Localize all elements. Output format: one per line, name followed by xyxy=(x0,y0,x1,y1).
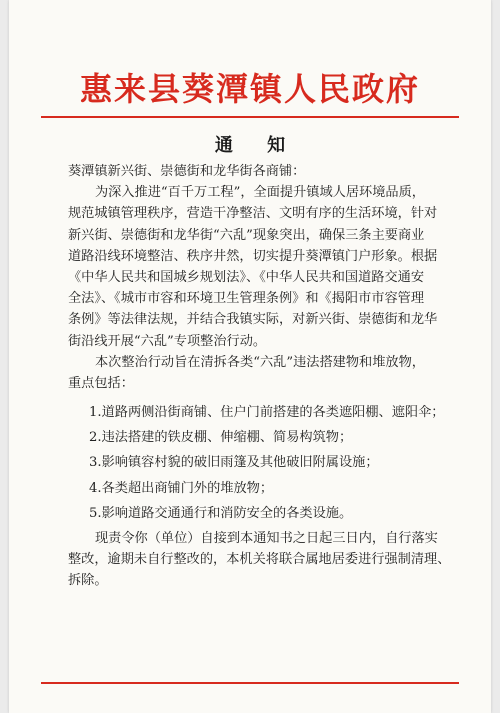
notice-body xyxy=(68,161,458,592)
text-line: 条例》等法律法规，并结合我镇实际，对新兴街、崇德街和龙华 xyxy=(68,312,438,328)
document-page xyxy=(9,0,491,713)
list-item: 1.道路两侧沿街商铺、住户门前搭建的各类遮阳棚、遮阳伞； xyxy=(89,405,445,421)
text-line: 《中华人民共和国城乡规划法》、《中华人民共和国道路交通安 xyxy=(68,269,425,285)
text-line: 整改，逾期未自行整改的，本机关将联合属地居委进行强制清理、 xyxy=(68,552,451,568)
letterhead-title: 惠来县葵潭镇人民政府 xyxy=(79,70,420,108)
list-item: 5.影响道路交通通行和消防安全的各类设施。 xyxy=(89,505,353,521)
text-line: 规范城镇管理秩序，营造干净整洁、文明有序的生活环境，针对 xyxy=(68,206,438,222)
paragraph-2 xyxy=(68,352,458,394)
text-line: 为深入推进“百千万工程”，全面提升镇域人居环境品质， xyxy=(95,185,425,201)
salutation: 葵潭镇新兴街、崇德街和龙华街各商铺： xyxy=(68,164,306,179)
letterhead-red-rule xyxy=(41,116,459,118)
paragraph-1 xyxy=(68,182,458,352)
text-line: 本次整治行动旨在清拆各类“六乱”违法搭建物和堆放物， xyxy=(95,354,425,370)
text-line: 重点包括： xyxy=(68,375,134,391)
notice-title: 通 知 xyxy=(214,135,300,156)
footer-red-rule xyxy=(41,682,459,684)
list-item: 4.各类超出商铺门外的堆放物； xyxy=(89,480,274,496)
list-item: 3.影响镇容村貌的破旧雨篷及其他破旧附属设施； xyxy=(89,455,379,471)
text-line: 道路沿线环境整洁、秩序井然，切实提升葵潭镇门户形象。根据 xyxy=(68,248,438,264)
text-line: 现责令你（单位）自接到本通知书之日起三日内，自行落实 xyxy=(95,531,438,546)
text-line: 街沿线开展“六乱”专项整治行动。 xyxy=(68,333,267,349)
text-line: 全法》、《城市市容和环境卫生管理条例》和《揭阳市市容管理 xyxy=(68,291,425,307)
paragraph-3 xyxy=(68,528,458,592)
text-line: 新兴街、崇德街和龙华街“六乱”现象突出，确保三条主要商业 xyxy=(68,227,425,243)
text-line: 拆除。 xyxy=(68,573,108,589)
rectification-items xyxy=(68,402,458,524)
list-item: 2.违法搭建的铁皮棚、伸缩棚、简易构筑物； xyxy=(89,430,353,446)
